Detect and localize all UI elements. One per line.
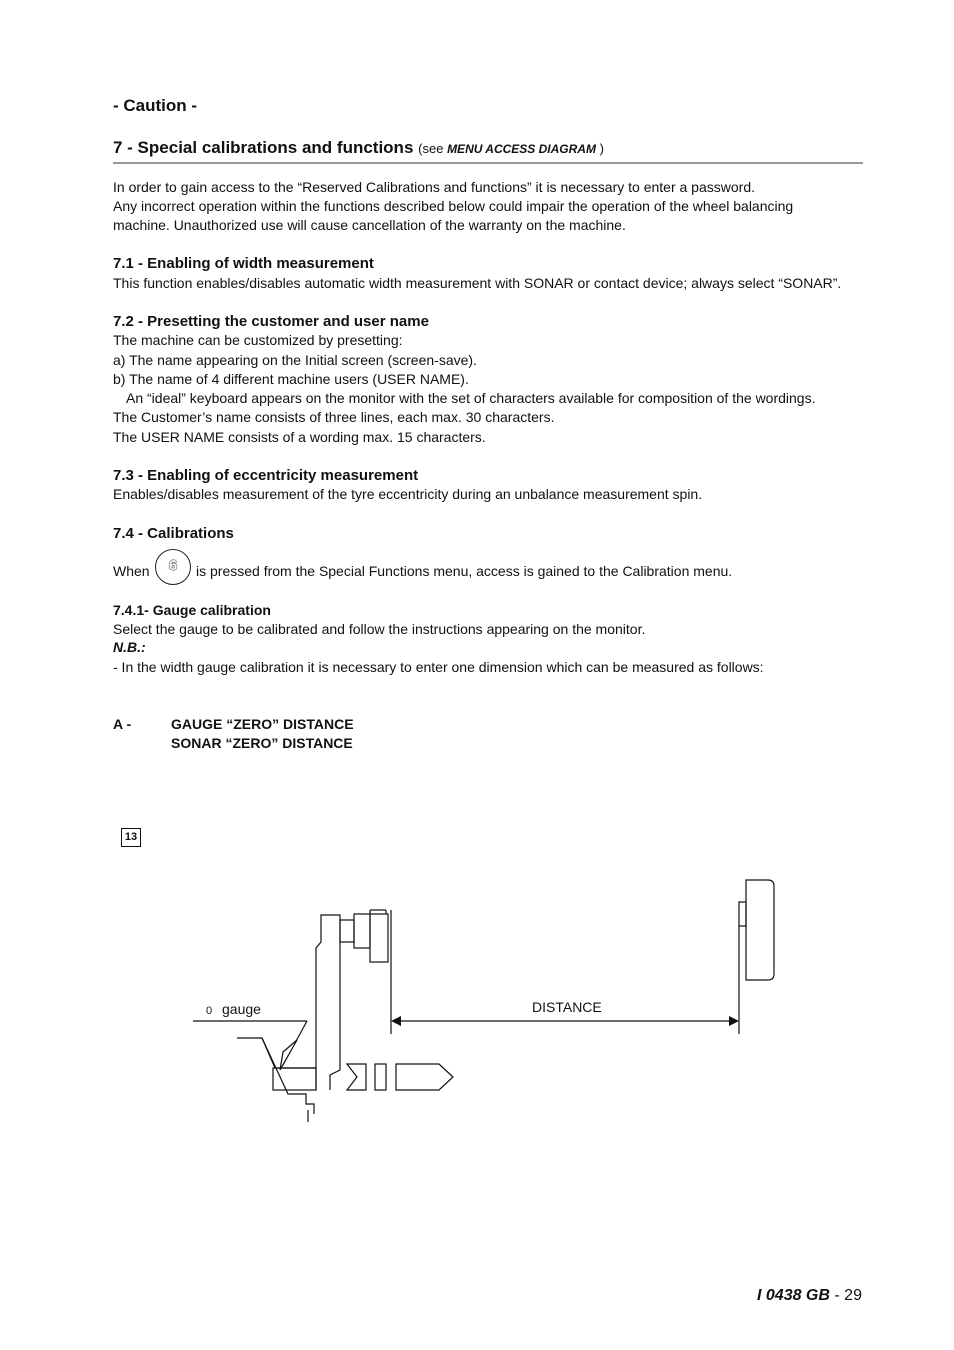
document-code: I 0438 GB (757, 1287, 830, 1304)
section-7-4-when: When (113, 563, 150, 579)
section-7-2-line-1: The machine can be customized by presetting: (113, 332, 403, 348)
section-7-3-heading: 7.3 - Enabling of eccentricity measurement (113, 467, 419, 484)
section-7-1-text: This function enables/disables automatic width measurement with SONAR or contact device; always select “SONAR”. (113, 275, 842, 291)
gauge-base (273, 1068, 316, 1090)
section-7-4-text: is pressed from the Special Functions menu, access is gained to the Calibration menu. (196, 563, 733, 579)
nb-note: - In the width gauge calibration it is necessary to enter one dimension which can be measured as follows: (113, 659, 764, 675)
item-a-line-1: GAUGE “ZERO” DISTANCE (171, 716, 354, 732)
sonar-body (746, 880, 774, 980)
flange-plate (340, 920, 354, 942)
item-a-line-2: SONAR “ZERO” DISTANCE (171, 735, 353, 751)
sonar-sensor (739, 902, 746, 926)
intro-line-2: Any incorrect operation within the functions described below could impair the operation of the wheel balancing (113, 198, 794, 214)
gauge-label: gauge (222, 1001, 261, 1017)
section-7-3-text: Enables/disables measurement of the tyre eccentricity during an unbalance measurement spin. (113, 486, 703, 502)
gauge-arm (316, 915, 340, 1090)
section-7-4-1-text: Select the gauge to be calibrated and follow the instructions appearing on the monitor. (113, 621, 646, 637)
shaft-chevron (347, 1064, 366, 1090)
page-footer (757, 1287, 862, 1305)
shaft-spacer (375, 1064, 386, 1090)
section-7-title-text: 7 - Special calibrations and functions (113, 138, 414, 157)
distance-arrow-right (729, 1016, 739, 1026)
figure-number: 13 (121, 828, 141, 847)
section-7-2-line-5: The Customer’s name consists of three lines, each max. 30 characters. (113, 409, 555, 425)
flange-disk (354, 914, 370, 948)
intro-line-1: In order to gain access to the “Reserved Calibrations and functions” it is necessary to enter a password. (113, 179, 755, 195)
intro-line-3: machine. Unauthorized use will cause cancellation of the warranty on the machine. (113, 217, 626, 233)
key-6-icon: 6 (155, 549, 191, 585)
zero-label: 0 (206, 1005, 213, 1017)
section-7-2-line-6: The USER NAME consists of a wording max. 15 characters. (113, 429, 486, 445)
shaft-arrow (396, 1064, 453, 1090)
section-7-2-line-3: b) The name of 4 different machine users (USER NAME). (113, 371, 469, 387)
hub-body (370, 914, 388, 962)
section-7-4-heading: 7.4 - Calibrations (113, 525, 234, 542)
page-number: - 29 (834, 1287, 862, 1304)
caution-heading: - Caution - (113, 96, 198, 115)
see-reference: (see MENU ACCESS DIAGRAM ) (418, 141, 604, 156)
distance-label: DISTANCE (532, 999, 602, 1015)
section-7-2-line-4: An “ideal” keyboard appears on the monitor with the set of characters available for composition of the wordings. (126, 390, 816, 406)
distance-arrow-left (391, 1016, 401, 1026)
section-7-4-1-heading: 7.4.1- Gauge calibration (113, 602, 271, 618)
gauge-tip-arrow (280, 1040, 297, 1070)
item-a-label: A - (113, 716, 132, 732)
section-7-2-line-2: a) The name appearing on the Initial screen (screen-save). (113, 352, 477, 368)
menu-access-diagram-link: MENU ACCESS DIAGRAM (447, 142, 596, 156)
section-7-1-heading: 7.1 - Enabling of width measurement (113, 255, 374, 272)
nb-label: N.B.: (113, 639, 146, 655)
section-7-2-heading: 7.2 - Presetting the customer and user name (113, 313, 429, 330)
